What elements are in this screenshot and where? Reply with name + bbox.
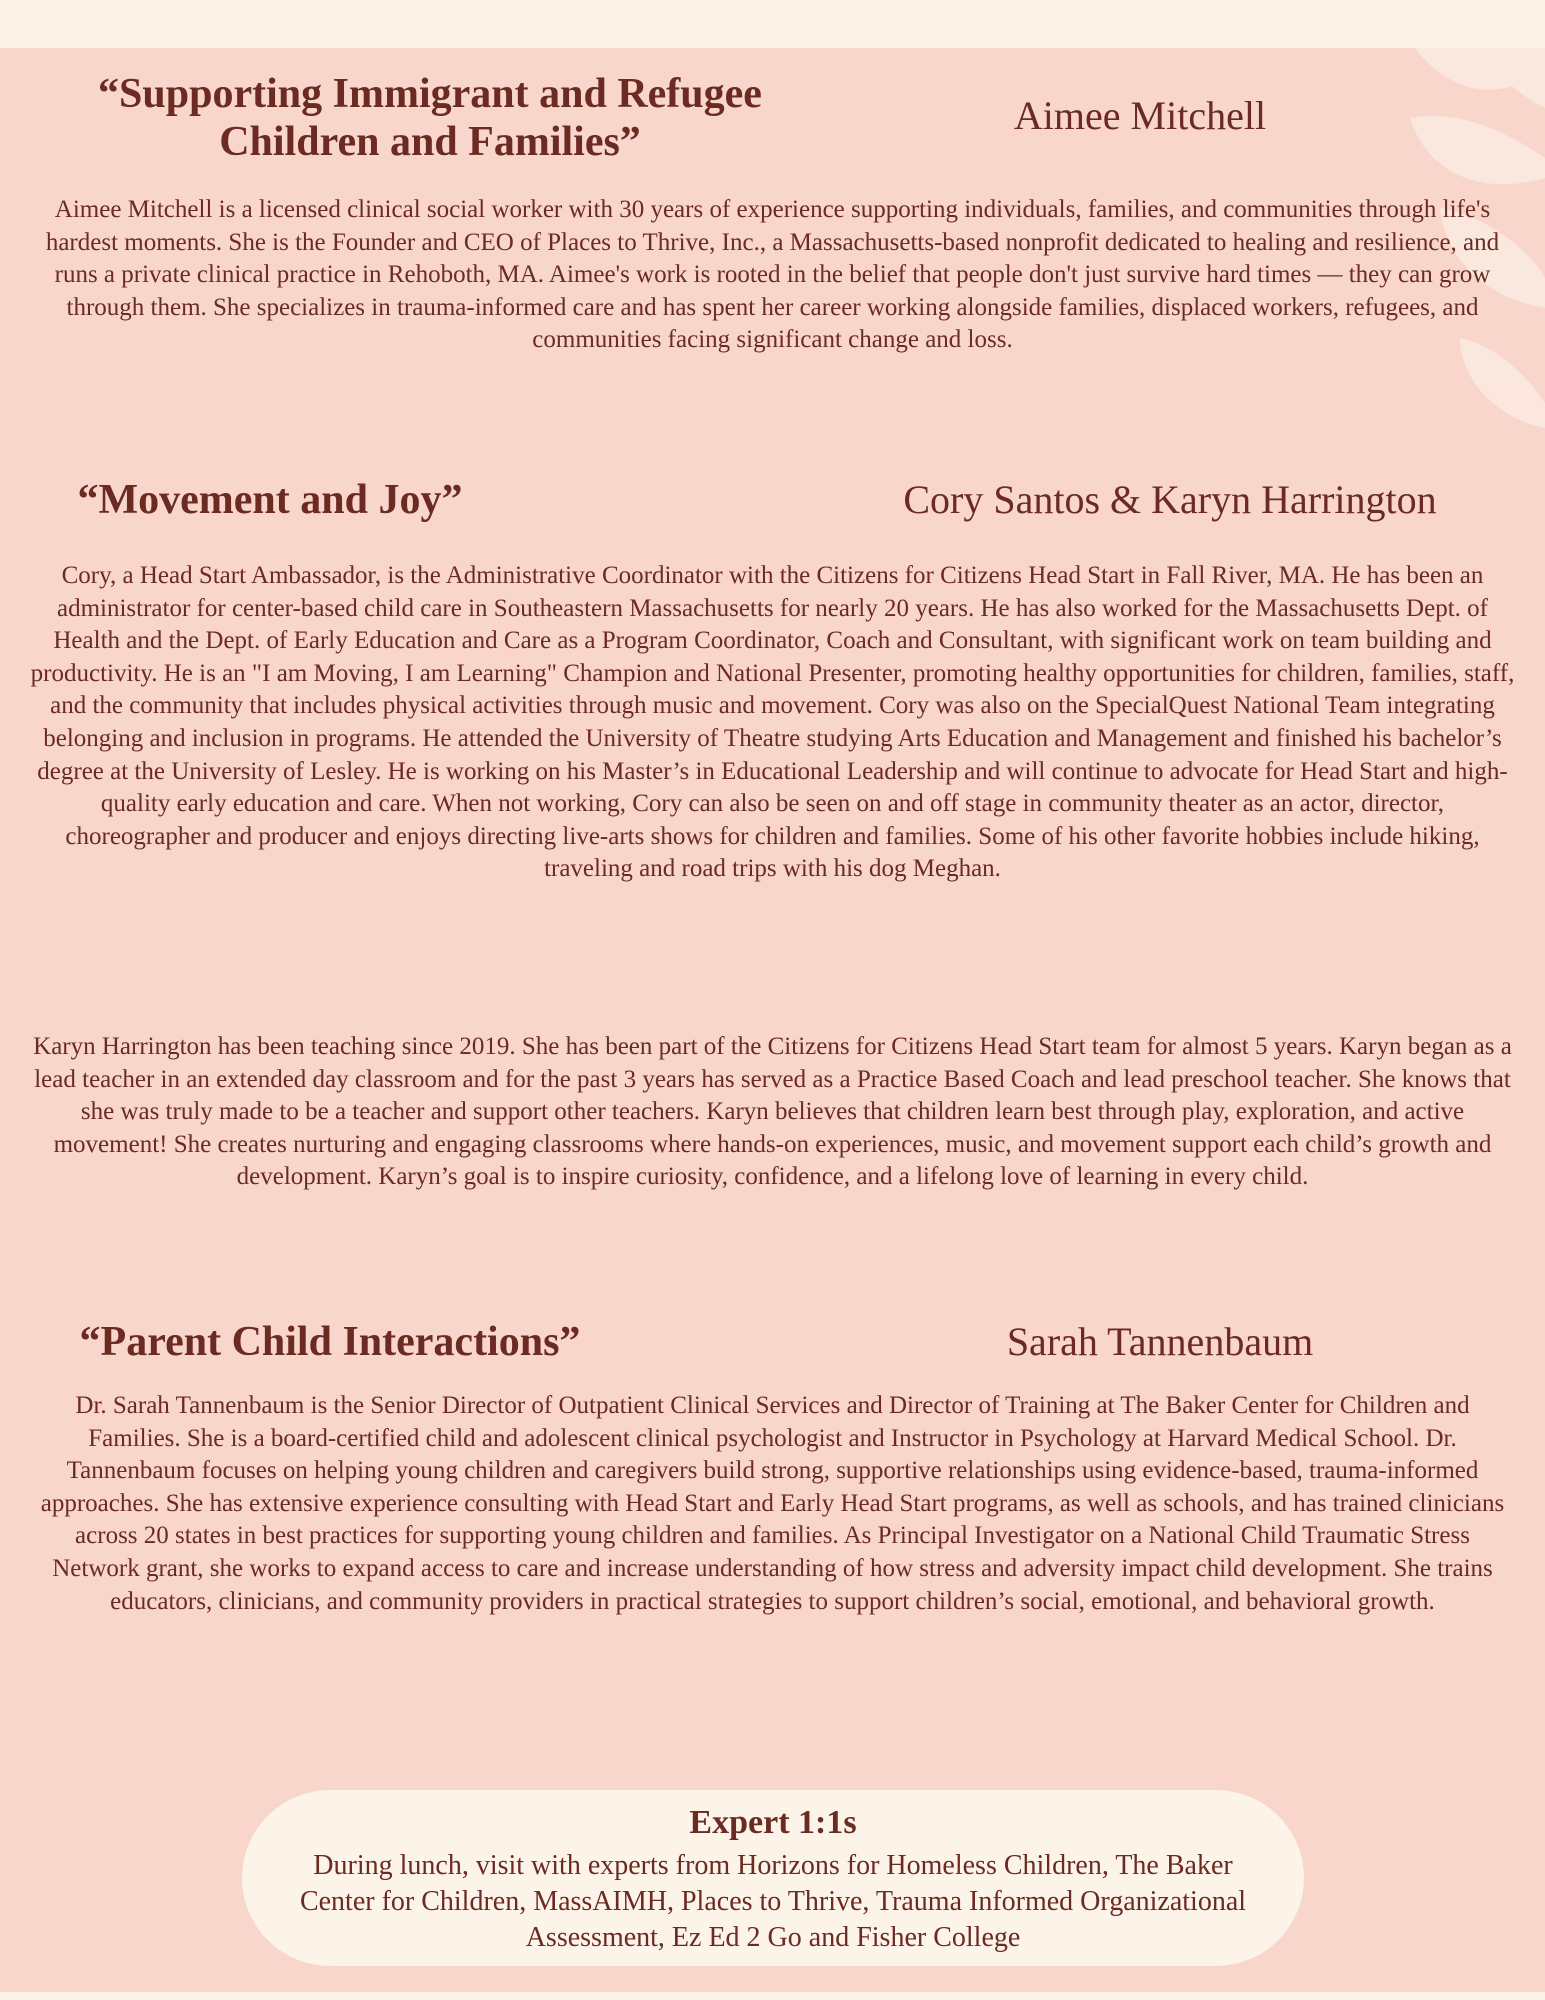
speaker-name: Cory Santos & Karyn Harrington	[903, 477, 1437, 522]
expert-title: Expert 1:1s	[689, 1804, 857, 1841]
bottom-band	[0, 1992, 1545, 2000]
speaker-bio: Dr. Sarah Tannenbaum is the Senior Director of Outpatient Clinical Services and Director of Training at The Baker Center for Children and Families. She is a board-certified child and adolescent clinical psychologist and Instructor in Psychology at Harvard Medical School. Dr. Tannenbaum focuses on helping young children and caregivers build strong, supportive relationships using evidence-based, trauma-informed approaches. She has extensive experience consulting with Head Start and Early Head Start programs, as well as schools, and has trained clinicians across 20 states in best practices for supporting young children and families. As Principal Investigator on a National Child Traumatic Stress Network grant, she works to expand access to care and increase understanding of how stress and adversity impact child development. She trains educators, clinicians, and community providers in practical strategies to support children’s social, emotional, and behavioral growth.	[40, 1392, 1505, 1615]
speaker-bio: Cory, a Head Start Ambassador, is the Administrative Coordinator with the Citizens for Citizens Head Start in Fall River, MA. He has been an administrator for center-based child care in Southeastern Massachusetts for nearly 20 years. He has also worked for the Massachusetts Dept. of Health and the Dept. of Early Education and Care as a Program Coordinator, Coach and Consultant, with significant work on team building and productivity. He is an "I am Moving, I am Learning" Champion and National Presenter, promoting healthy opportunities for children, families, staff, and the community that includes physical activities through music and movement. Cory was also on the SpecialQuest National Team integrating belonging and inclusion in programs. He attended the University of Theatre studying Arts Education and Management and finished his bachelor’s degree at the University of Lesley. He is working on his Master’s in Educational Leadership and will continue to advocate for Head Start and high-quality early education and care. When not working, Cory can also be seen on and off stage in community theater as an actor, director, choreographer and producer and enjoys directing live-arts shows for children and families. Some of his other favorite hobbies include hiking, traveling and road trips with his dog Meghan.	[30, 562, 1515, 883]
expert-text: During lunch, visit with experts from Horizons for Homeless Children, The Baker Center for Children, MassAIMH, Places to Thrive, Trauma Informed Organizational Assessment, Ez Ed 2 Go and Fisher College	[299, 1850, 1247, 1953]
session-title: “Supporting Immigrant and Refugee Children and Families”	[98, 71, 762, 165]
speaker-name: Sarah Tannenbaum	[1006, 1319, 1314, 1364]
top-band	[0, 0, 1545, 48]
speaker-bio: Aimee Mitchell is a licensed clinical social worker with 30 years of experience supporting individuals, families, and communities through life's hardest moments. She is the Founder and CEO of Places to Thrive, Inc., a Massachusetts-based nonprofit dedicated to healing and resilience, and runs a private clinical practice in Rehoboth, MA. Aimee's work is rooted in the belief that people don't just survive hard times — they can grow through them. She specializes in trauma-informed care and has spent her career working alongside families, displaced workers, refugees, and communities facing significant change and loss.	[45, 196, 1500, 354]
speaker-bio: Karyn Harrington has been teaching since 2019. She has been part of the Citizens for Citizens Head Start team for almost 5 years. Karyn began as a lead teacher in an extended day classroom and for the past 3 years has served as a Practice Based Coach and lead preschool teacher. She knows that she was truly made to be a teacher and support other teachers. Karyn believes that children learn best through play, exploration, and active movement! She creates nurturing and engaging classrooms where hands-on experiences, music, and movement support each child’s growth and development. Karyn’s goal is to inspire curiosity, confidence, and a lifelong love of learning in every child.	[33, 1033, 1512, 1191]
expert-callout	[242, 1790, 1304, 1966]
session-title: “Parent Child Interactions”	[79, 1319, 581, 1365]
session-title: “Movement and Joy”	[77, 477, 463, 523]
speaker-name: Aimee Mitchell	[1013, 93, 1267, 138]
